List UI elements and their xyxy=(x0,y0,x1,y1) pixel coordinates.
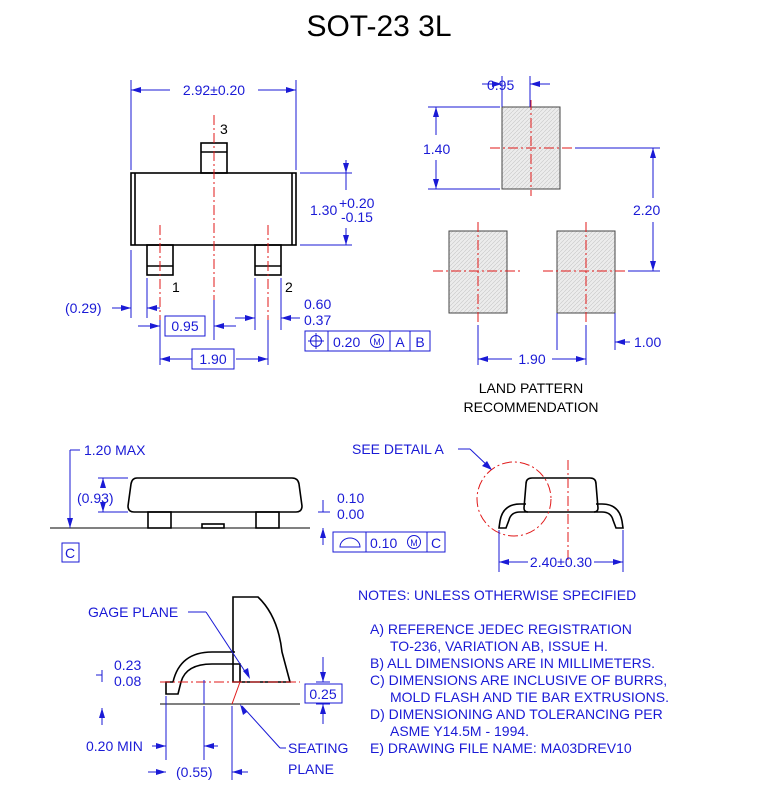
gage-plane-label: GAGE PLANE xyxy=(88,604,179,620)
drawing-title: SOT-23 3L xyxy=(306,10,452,43)
land-pattern-caption-2: RECOMMENDATION xyxy=(463,399,599,415)
overall-width-dim: 2.40±0.30 xyxy=(529,554,593,570)
top-view xyxy=(65,80,430,369)
side-view xyxy=(50,442,445,562)
package-body-side xyxy=(128,478,302,512)
body-width-dim: 2.92±0.20 xyxy=(182,82,246,98)
note-b-line-1: B) ALL DIMENSIONS ARE IN MILLIMETERS. xyxy=(370,655,655,671)
position-tolerance-frame xyxy=(305,331,430,351)
svg-text:0.20: 0.20 xyxy=(333,334,361,350)
note-c-line-2: MOLD FLASH AND TIE BAR EXTRUSIONS. xyxy=(390,689,670,705)
detail-a-view xyxy=(86,597,348,780)
package-body-end xyxy=(524,478,598,512)
body-thickness-dim: (0.93) xyxy=(77,490,114,506)
lead-len-min-dim: 0.20 MIN xyxy=(86,738,143,754)
note-e-line-1: E) DRAWING FILE NAME: MA03DREV10 xyxy=(370,740,632,756)
notes-heading: NOTES: UNLESS OTHERWISE SPECIFIED xyxy=(358,587,637,603)
land-pattern xyxy=(423,76,661,415)
lead-thk-min: 0.08 xyxy=(114,673,142,689)
land-row-span-dim: 2.20 xyxy=(633,202,661,218)
max-height-dim: 1.20 MAX xyxy=(84,442,146,458)
lead-span-dim: 1.90 xyxy=(199,351,227,367)
land-pad-width-dim: 0.95 xyxy=(487,77,515,93)
lead-width-max: 0.60 xyxy=(304,296,332,312)
flatness-tolerance-frame xyxy=(333,532,445,552)
body-height-dim: 1.30 xyxy=(310,202,338,218)
pin-3-label: 3 xyxy=(220,121,228,137)
note-c-line-1: C) DIMENSIONS ARE INCLUSIVE OF BURRS, xyxy=(370,672,668,688)
pin-2-label: 2 xyxy=(285,279,293,295)
body-height-tol-plus: +0.20 xyxy=(339,195,375,211)
datum-b-ref: B xyxy=(415,334,425,350)
lead-edge-dim: (0.29) xyxy=(65,300,102,316)
land-pad-height-dim: 1.40 xyxy=(423,141,451,157)
detail-body xyxy=(233,597,290,682)
foot-length-dim: (0.55) xyxy=(176,764,213,780)
svg-text:M: M xyxy=(410,538,418,548)
note-d-line-2: ASME Y14.5M - 1994. xyxy=(390,723,530,739)
lead-width-min: 0.37 xyxy=(304,312,332,328)
lead-thk-max: 0.23 xyxy=(114,657,142,673)
notes-block xyxy=(358,587,669,756)
note-a-line-2: TO-236, VARIATION AB, ISSUE H. xyxy=(390,638,608,654)
datum-a-ref: A xyxy=(395,334,405,350)
note-a-line-1: A) REFERENCE JEDEC REGISTRATION xyxy=(370,621,632,637)
land-pad-gap-dim: 1.00 xyxy=(634,334,662,350)
svg-text:0.10: 0.10 xyxy=(370,535,398,551)
standoff-min: 0.00 xyxy=(337,506,365,522)
datum-c-label: C xyxy=(64,545,76,561)
note-d-line-1: D) DIMENSIONING AND TOLERANCING PER xyxy=(370,706,663,722)
datum-c-ref: C xyxy=(430,535,442,551)
seating-plane-label-1: SEATING xyxy=(288,740,349,756)
standoff-max: 0.10 xyxy=(337,490,365,506)
seating-plane-label-2: PLANE xyxy=(288,761,334,777)
land-pattern-caption-1: LAND PATTERN xyxy=(478,380,584,396)
see-detail-label: SEE DETAIL A xyxy=(352,441,444,457)
svg-text:M: M xyxy=(373,337,381,347)
pitch-dim: 0.95 xyxy=(171,318,199,334)
land-pad-pitch-dim: 1.90 xyxy=(518,351,546,367)
pin-1-label: 1 xyxy=(172,279,180,295)
body-height-tol-minus: -0.15 xyxy=(341,209,373,225)
detail-lead xyxy=(166,652,240,694)
detail-a-marker xyxy=(477,462,551,536)
gage-height-dim: 0.25 xyxy=(309,686,337,702)
